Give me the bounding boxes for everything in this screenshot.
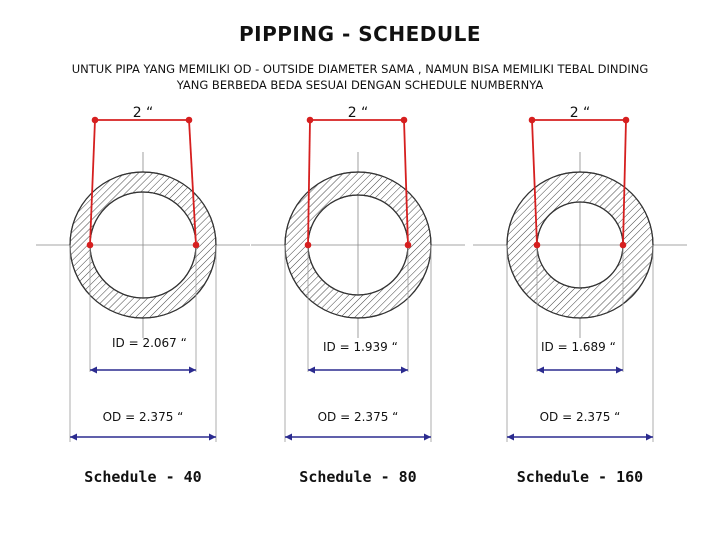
schedule-label: Schedule - 80 <box>299 468 417 486</box>
marker-dot-1 <box>307 117 314 124</box>
marker-dot-1 <box>92 117 99 124</box>
id-dimension-line-arrow-left <box>537 367 544 374</box>
pipe-2 <box>251 105 465 486</box>
page-title: PIPPING - SCHEDULE <box>239 22 481 46</box>
marker-dot-3 <box>305 242 312 249</box>
od-dimension-line-arrow-right <box>424 434 431 441</box>
od-dimension-line-arrow-left <box>70 434 77 441</box>
od-dimension-line-arrow-left <box>285 434 292 441</box>
outer-diameter-label: OD = 2.375 “ <box>102 410 184 424</box>
marker-dot-2 <box>186 117 193 124</box>
marker-dot-4 <box>193 242 200 249</box>
outer-diameter-label: OD = 2.375 “ <box>539 410 621 424</box>
outer-diameter-label: OD = 2.375 “ <box>317 410 399 424</box>
nominal-size-label: 2 “ <box>569 105 591 121</box>
marker-dot-2 <box>623 117 630 124</box>
pipe-3 <box>473 105 687 486</box>
id-dimension-line-arrow-left <box>308 367 315 374</box>
inner-diameter-label: ID = 2.067 “ <box>112 336 187 350</box>
id-dimension-line-arrow-left <box>90 367 97 374</box>
od-dimension-line-arrow-right <box>646 434 653 441</box>
marker-dot-2 <box>401 117 408 124</box>
od-dimension-line-arrow-right <box>209 434 216 441</box>
marker-dot-4 <box>620 242 627 249</box>
nominal-size-label: 2 “ <box>132 105 154 121</box>
inner-diameter-label: ID = 1.689 “ <box>541 340 616 354</box>
schedule-label: Schedule - 160 <box>516 468 644 486</box>
id-dimension-line-arrow-right <box>189 367 196 374</box>
od-dimension-line-arrow-left <box>507 434 514 441</box>
pipe-1 <box>36 105 250 486</box>
page-subtitle: UNTUK PIPA YANG MEMILIKI OD - OUTSIDE DIAMETER SAMA , NAMUN BISA MEMILIKI TEBAL DINDING YANG BERBEDA BEDA SESUAI DENGAN SCHEDULE NUMBERNYA <box>71 62 649 92</box>
schedule-label: Schedule - 40 <box>84 468 202 486</box>
marker-dot-4 <box>405 242 412 249</box>
marker-dot-3 <box>87 242 94 249</box>
id-dimension-line-arrow-right <box>616 367 623 374</box>
marker-dot-3 <box>534 242 541 249</box>
marker-dot-1 <box>529 117 536 124</box>
id-dimension-line-arrow-right <box>401 367 408 374</box>
nominal-size-label: 2 “ <box>347 105 369 121</box>
inner-diameter-label: ID = 1.939 “ <box>323 340 398 354</box>
